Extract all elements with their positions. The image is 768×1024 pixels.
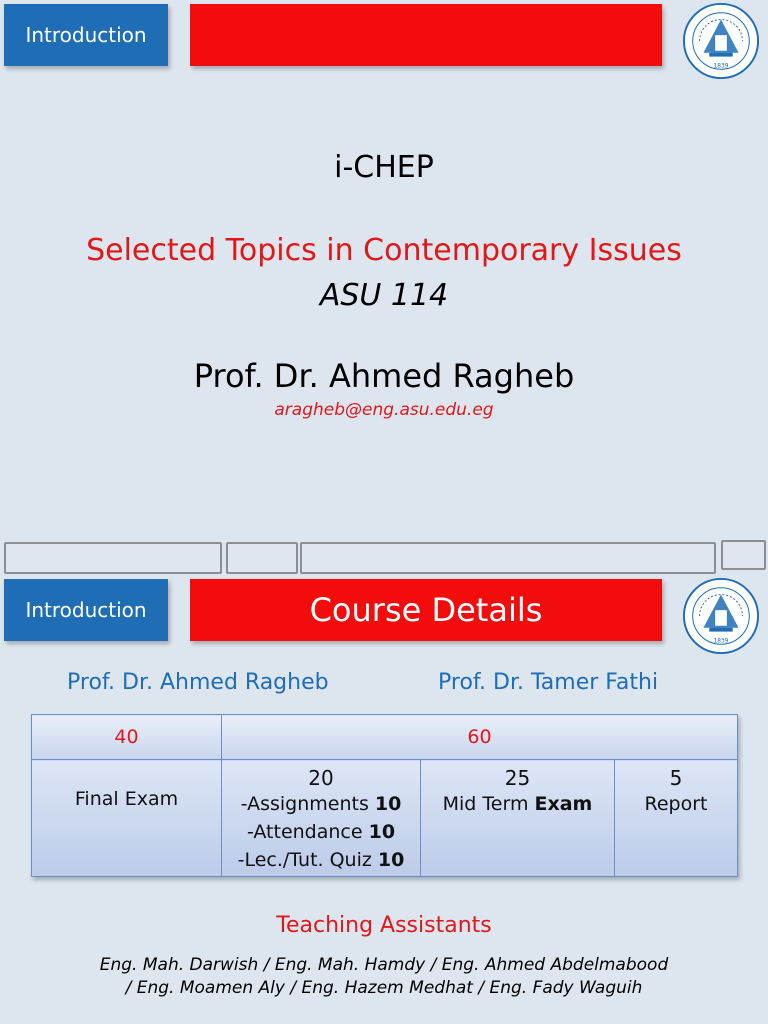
teaching-assistants-line-2: / Eng. Moamen Aly / Eng. Hazem Medhat / Eng. Fady Waguih xyxy=(125,978,643,998)
separator-bar xyxy=(300,542,716,574)
list-item: -Lec./Tut. Quiz 10 xyxy=(237,849,405,871)
report-label: Report xyxy=(644,793,708,815)
separator-bar xyxy=(4,542,222,574)
course-details-heading: Course Details xyxy=(190,579,662,641)
separator-bar xyxy=(226,542,298,574)
report-cell xyxy=(615,760,738,877)
coursework-cell xyxy=(222,760,421,877)
professor-email[interactable]: aragheb@eng.asu.edu.eg xyxy=(274,400,494,420)
grading-table xyxy=(31,714,738,877)
university-seal-icon xyxy=(682,2,760,80)
teaching-assistants-heading: Teaching Assistants xyxy=(276,913,492,938)
intro-tab[interactable]: Introduction xyxy=(4,579,168,641)
table-row xyxy=(32,715,738,760)
midterm-cell xyxy=(421,760,615,877)
list-item: -Assignments 10 xyxy=(240,793,402,815)
course-program: i-CHEP xyxy=(334,150,434,185)
professor-left: Prof. Dr. Ahmed Ragheb xyxy=(67,670,329,695)
seal-year: 1839 xyxy=(713,638,729,645)
intro-tab[interactable]: Introduction xyxy=(4,4,168,66)
midterm-label: Mid Term Exam xyxy=(442,793,593,815)
coursework-weight-cell: 60 xyxy=(222,715,738,760)
coursework-items xyxy=(222,790,420,874)
coursework-points: 20 xyxy=(308,766,334,790)
university-seal-icon xyxy=(682,577,760,655)
teaching-assistants-line-1: Eng. Mah. Darwish / Eng. Mah. Hamdy / Eng. Ahmed Abdelmabood xyxy=(99,955,669,975)
list-item: -Attendance 10 xyxy=(246,821,396,843)
professor-names xyxy=(0,670,768,700)
seal-year: 1839 xyxy=(713,63,729,70)
course-title: Selected Topics in Contemporary Issues xyxy=(86,233,682,268)
professor-right: Prof. Dr. Tamer Fathi xyxy=(438,670,659,695)
final-weight-cell: 40 xyxy=(32,715,222,760)
separator-bar xyxy=(721,540,766,570)
title-banner xyxy=(190,4,662,66)
final-exam-cell: Final Exam xyxy=(32,760,222,877)
slide-separator xyxy=(0,540,768,576)
course-code: ASU 114 xyxy=(319,278,449,313)
professor-name: Prof. Dr. Ahmed Ragheb xyxy=(193,357,575,395)
report-points: 5 xyxy=(669,766,683,790)
midterm-points: 25 xyxy=(504,766,531,790)
table-row xyxy=(32,760,738,877)
slide-course-details xyxy=(0,575,768,1024)
